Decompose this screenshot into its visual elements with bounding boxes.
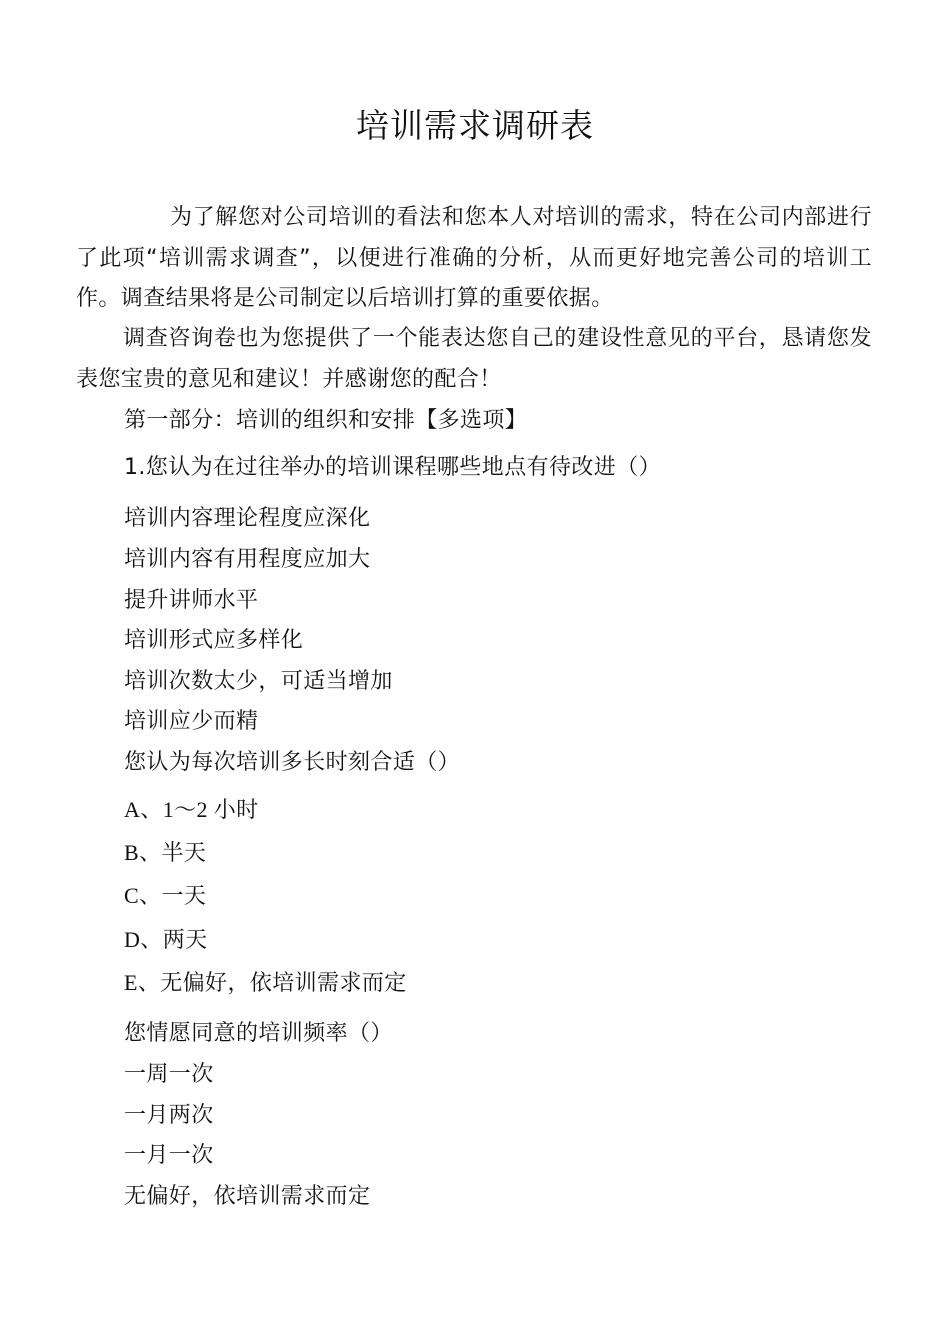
intro-paragraph-1: 为了解您对公司培训的看法和您本人对培训的需求，特在公司内部进行了此项“培训需求调查”，以便进行准确的分析，从而更好地完善公司的培训工作。调查结果将是公司制定以后培训打算的重要依据。: [76, 205, 872, 311]
q3-option: 无偏好，依培训需求而定: [124, 1184, 371, 1209]
q1-option: 提升讲师水平: [124, 588, 259, 613]
document-title: 培训需求调研表: [356, 106, 594, 145]
q2-option-d: D、两天: [124, 927, 208, 952]
q1-option: 培训应少而精: [124, 709, 259, 734]
q1-option: 培训形式应多样化: [124, 628, 304, 653]
q3-option: 一周一次: [124, 1062, 214, 1087]
intro-paragraph-2: 调查咨询卷也为您提供了一个能表达您自己的建设性意见的平台，恳请您发表您宝贵的意见和建议！并感谢您的配合！: [76, 326, 872, 392]
q2-option-a: A、1〜2 小时: [124, 797, 259, 822]
q3-option: 一月一次: [124, 1143, 214, 1168]
q3-option: 一月两次: [124, 1103, 214, 1128]
q2-option-c: C、一天: [124, 883, 207, 908]
q1-option: 培训内容有用程度应加大: [124, 547, 371, 572]
question-3: 您情愿同意的培训频率（）: [124, 1021, 393, 1046]
part1-heading: 第一部分：培训的组织和安排【多选项】: [124, 408, 528, 433]
question-2: 您认为每次培训多长时刻合适（）: [124, 750, 461, 775]
question-1: 1.您认为在过往举办的培训课程哪些地点有待改进（）: [124, 455, 661, 480]
q1-option: 培训次数太少，可适当增加: [124, 669, 393, 694]
q2-option-e: E、无偏好，依培训需求而定: [124, 970, 407, 995]
q2-option-b: B、半天: [124, 840, 207, 865]
q1-option: 培训内容理论程度应深化: [124, 506, 371, 531]
